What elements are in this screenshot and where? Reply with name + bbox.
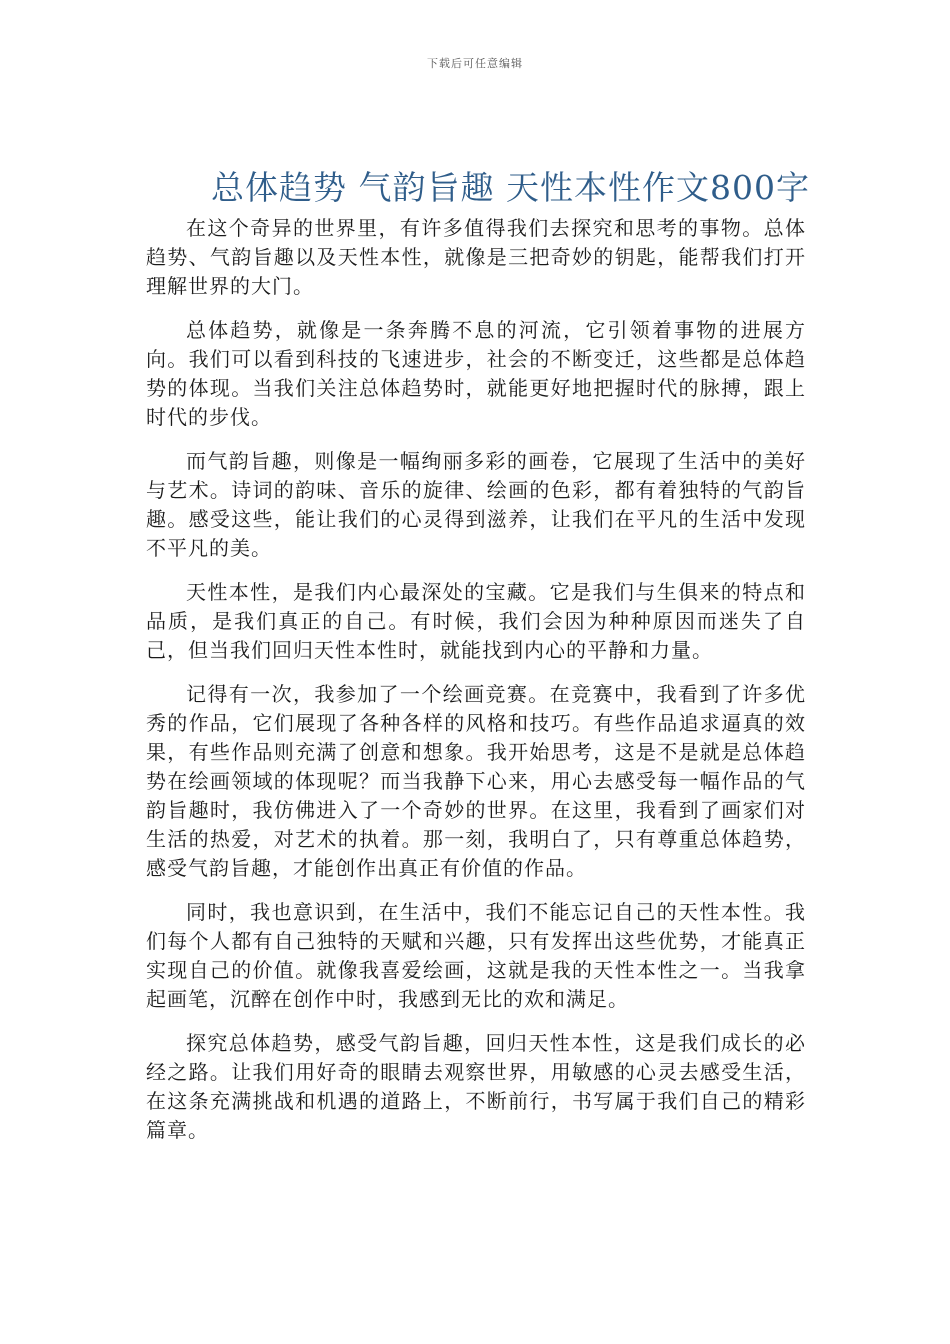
paragraph: 记得有一次，我参加了一个绘画竞赛。在竞赛中，我看到了许多优秀的作品，它们展现了各种各样的风格和技巧。有些作品追求逼真的效果，有些作品则充满了创意和想象。我开始思考，这是不是就是总体趋势在绘画领域的体现呢？而当我静下心来，用心去感受每一幅作品的气韵旨趣时，我仿佛进入了一个奇妙的世界。在这里，我看到了画家们对生活的热爱，对艺术的执着。那一刻，我明白了，只有尊重总体趋势，感受气韵旨趣，才能创作出真正有价值的作品。 bbox=[146, 682, 806, 880]
paragraph: 在这个奇异的世界里，有许多值得我们去探究和思考的事物。总体趋势、气韵旨趣以及天性本性，就像是三把奇妙的钥匙，能帮我们打开理解世界的大门。 bbox=[146, 216, 806, 298]
paragraph: 天性本性，是我们内心最深处的宝藏。它是我们与生俱来的特点和品质，是我们真正的自己。有时候，我们会因为种种原因而迷失了自己，但当我们回归天性本性时，就能找到内心的平静和力量。 bbox=[146, 580, 806, 662]
document-title: 总体趋势 气韵旨趣 天性本性作文800字 bbox=[211, 168, 810, 207]
paragraph: 而气韵旨趣，则像是一幅绚丽多彩的画卷，它展现了生活中的美好与艺术。诗词的韵味、音乐的旋律、绘画的色彩，都有着独特的气韵旨趣。感受这些，能让我们的心灵得到滋养，让我们在平凡的生活中发现不平凡的美。 bbox=[146, 449, 806, 560]
paragraph: 同时，我也意识到，在生活中，我们不能忘记自己的天性本性。我们每个人都有自己独特的天赋和兴趣，只有发挥出这些优势，才能真正实现自己的价值。就像我喜爱绘画，这就是我的天性本性之一。当我拿起画笔，沉醉在创作中时，我感到无比的欢和满足。 bbox=[146, 900, 806, 1011]
paragraph: 探究总体趋势，感受气韵旨趣，回归天性本性，这是我们成长的必经之路。让我们用好奇的眼睛去观察世界，用敏感的心灵去感受生活，在这条充满挑战和机遇的道路上，不断前行，书写属于我们自己的精彩篇章。 bbox=[146, 1031, 806, 1142]
paragraph: 总体趋势，就像是一条奔腾不息的河流，它引领着事物的进展方向。我们可以看到科技的飞速进步，社会的不断变迁，这些都是总体趋势的体现。当我们关注总体趋势时，就能更好地把握时代的脉搏，跟上时代的步伐。 bbox=[146, 318, 806, 429]
document-body bbox=[146, 214, 806, 1160]
header-note: 下载后可任意编辑 bbox=[427, 57, 523, 70]
